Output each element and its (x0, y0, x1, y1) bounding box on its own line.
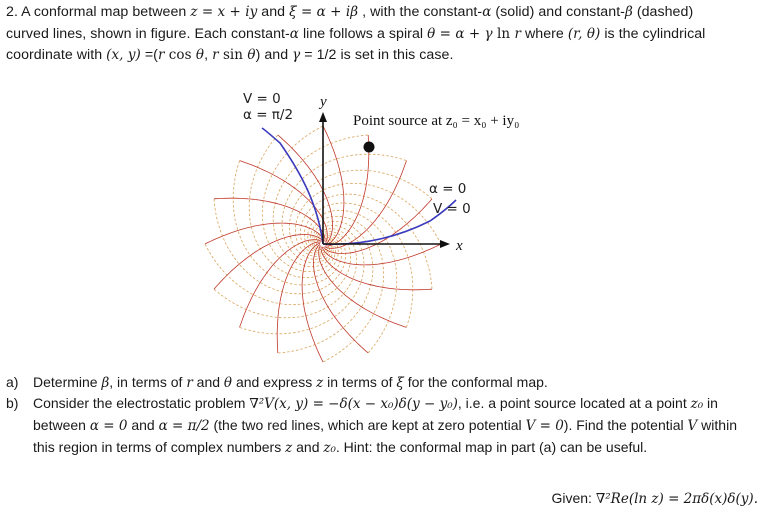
label-v-right: V = 0 (433, 201, 471, 217)
constant-beta-dashed-curve (282, 154, 406, 263)
part-a-tag: a) (6, 374, 19, 390)
question-parts (6, 372, 762, 459)
x-axis-label: x (456, 238, 463, 254)
label-alpha-right: α = 0 (429, 181, 467, 197)
y-axis-arrowhead (319, 112, 327, 122)
intro-line-3: coordinate with (x, y) =(r cos θ, r sin θ) and γ = 1/2 is set in this case. (6, 47, 454, 63)
constant-beta-dashed-curve (233, 161, 342, 285)
intro-line-2: curved lines, shown in figure. Each constant-α line follows a spiral θ = α + γ ln r where (r, θ) is the cylindrical (6, 26, 706, 42)
point-source-label: Point source at z₀ = x₀ + iy₀ (353, 113, 520, 129)
boundary-alpha-half-pi-curve (262, 128, 323, 244)
given-formula: Given: ∇²Re(ln z) = 2πδ(x)δ(y). (551, 490, 758, 507)
y-axis-label: y (320, 94, 327, 110)
intro-line-1: 2. A conformal map between z = x + iy and ξ = α + iβ , with the constant-α (solid) and constant-β (dashed) (6, 4, 694, 20)
part-a: a) Determine β, in terms of r and θ and express z in terms of ξ for the conformal map. (6, 374, 548, 391)
label-alpha-top: α = π/2 (243, 107, 294, 123)
point-source-marker (364, 142, 375, 153)
constant-beta-dashed-curve (240, 225, 364, 333)
x-axis-arrowhead (440, 240, 450, 248)
label-v-top: V = 0 (243, 91, 281, 107)
part-b: b) Consider the electrostatic problem ∇²V(x, y) = −δ(x − x₀)δ(y − y₀), i.e. a point source located at a point z₀ in between α = 0 and α = π/2 (the two red lines, which are kept at zero potential V = 0). Find the potential V within this region in terms of complex numbers z and z₀. Hint: the conformal map in part (a) can be useful. (6, 395, 737, 456)
part-b-tag: b) (6, 395, 19, 411)
spiral-conformal-map-figure (200, 86, 600, 366)
constant-beta-dashed-curve (304, 203, 413, 327)
